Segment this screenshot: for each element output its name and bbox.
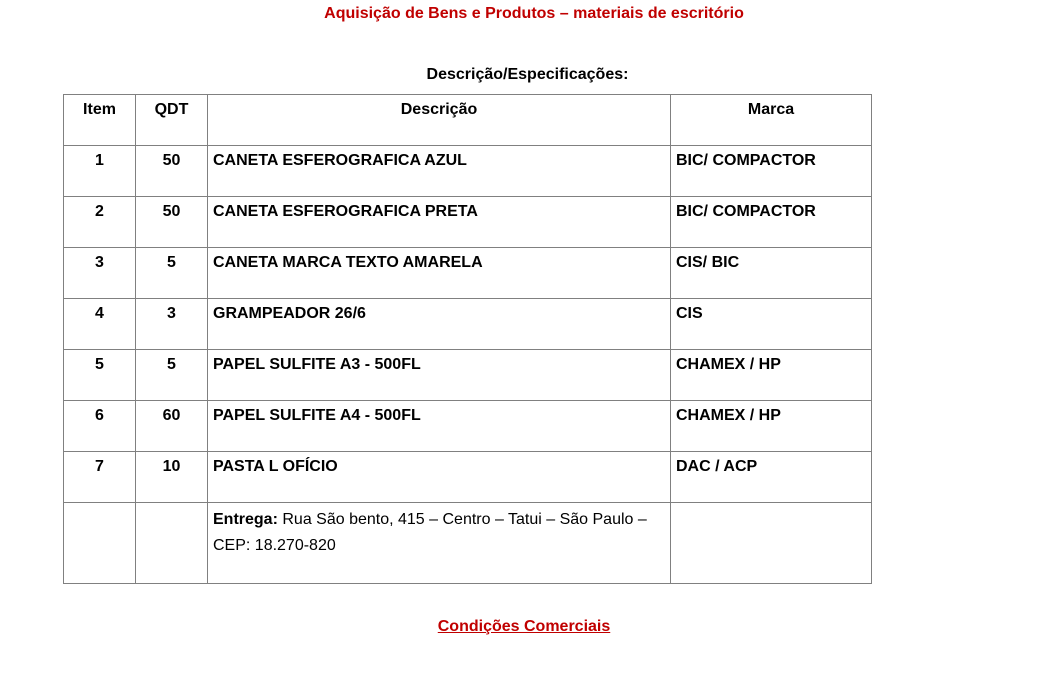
cell-descricao: CANETA ESFEROGRAFICA PRETA [208,197,671,248]
cell-empty [136,503,208,584]
cell-item: 4 [64,299,136,350]
table-header-row [64,95,872,146]
cell-marca: CHAMEX / HP [671,350,872,401]
cell-item: 6 [64,401,136,452]
cell-marca: BIC/ COMPACTOR [671,146,872,197]
cell-marca: DAC / ACP [671,452,872,503]
cell-marca: BIC/ COMPACTOR [671,197,872,248]
header-marca: Marca [671,95,872,146]
cell-descricao: PAPEL SULFITE A3 - 500FL [208,350,671,401]
table-row [64,146,872,197]
delivery-cell [208,503,671,584]
table-row [64,401,872,452]
cell-item: 1 [64,146,136,197]
table-row [64,350,872,401]
table-row [64,452,872,503]
cell-item: 7 [64,452,136,503]
cell-item: 2 [64,197,136,248]
document-title: Aquisição de Bens e Produtos – materiais de escritório [324,5,744,22]
cell-qdt: 5 [136,248,208,299]
table-row [64,248,872,299]
header-descricao: Descrição [208,95,671,146]
cell-item: 3 [64,248,136,299]
cell-qdt: 5 [136,350,208,401]
cell-item: 5 [64,350,136,401]
section-subtitle: Descrição/Especificações: [426,66,629,83]
cell-empty [671,503,872,584]
cell-qdt: 50 [136,146,208,197]
conditions-heading: Condições Comerciais [437,618,611,635]
cell-marca: CIS/ BIC [671,248,872,299]
delivery-row [64,503,872,584]
header-qdt: QDT [136,95,208,146]
delivery-address: Rua São bento, 415 – Centro – Tatui – São Paulo – CEP: 18.270-820 [213,511,647,554]
cell-qdt: 3 [136,299,208,350]
table-row [64,197,872,248]
header-item: Item [64,95,136,146]
cell-qdt: 10 [136,452,208,503]
cell-marca: CIS [671,299,872,350]
cell-descricao: PASTA L OFÍCIO [208,452,671,503]
cell-descricao: GRAMPEADOR 26/6 [208,299,671,350]
cell-qdt: 60 [136,401,208,452]
cell-descricao: PAPEL SULFITE A4 - 500FL [208,401,671,452]
cell-descricao: CANETA MARCA TEXTO AMARELA [208,248,671,299]
delivery-label: Entrega: [213,511,278,528]
cell-empty [64,503,136,584]
table-row [64,299,872,350]
cell-descricao: CANETA ESFEROGRAFICA AZUL [208,146,671,197]
cell-marca: CHAMEX / HP [671,401,872,452]
cell-qdt: 50 [136,197,208,248]
items-table [63,94,872,584]
